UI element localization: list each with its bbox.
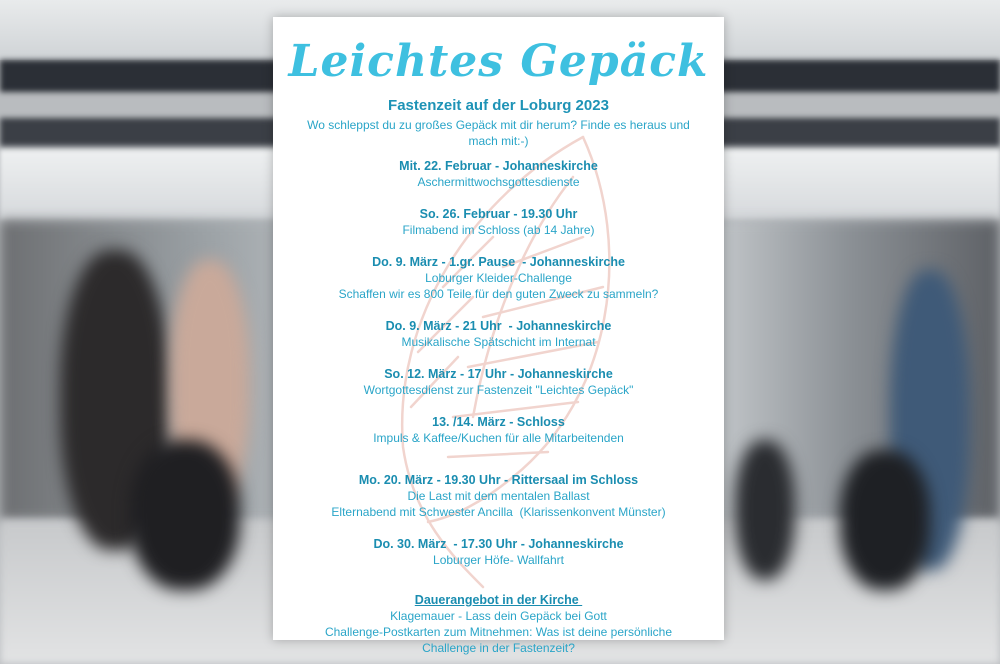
flyer-intro: Wo schleppst du zu großes Gepäck mit dir herum? Finde es heraus und mach mit:-) [307,118,690,148]
event-description: Musikalische Spätschicht im Internat [401,335,596,349]
event-flyer [273,17,724,655]
event-item [273,206,724,238]
permanent-offer-line: Klagemauer - Lass dein Gepäck bei Gott [390,609,607,623]
event-item [273,414,724,446]
event-description: Loburger Kleider-Challenge [425,271,572,285]
event-description: Impuls & Kaffee/Kuchen für alle Mitarbeitenden [373,431,624,445]
event-item [273,366,724,398]
event-description: Schaffen wir es 800 Teile für den guten Zweck zu sammeln? [338,287,659,301]
event-item [273,318,724,350]
event-heading: Do. 30. März - 17.30 Uhr - Johanneskirche [373,537,624,551]
event-heading: Mo. 20. März - 19.30 Uhr - Rittersaal im Schloss [358,473,639,487]
event-item [273,254,724,302]
event-description: Aschermittwochsgottesdienste [417,175,580,189]
event-heading: Do. 9. März - 1.gr. Pause - Johanneskirche [372,255,625,269]
permanent-offer-line: Challenge-Postkarten zum Mitnehmen: Was ist deine persönliche Challenge in der Fastenzeit? [324,625,673,655]
permanent-offer-heading: Dauerangebot in der Kirche [414,593,583,607]
event-item [273,158,724,190]
event-item [273,536,724,568]
event-description: Elternabend mit Schwester Ancilla (Klarissenkonvent Münster) [331,505,666,519]
event-description: Die Last mit dem mentalen Ballast [407,489,590,503]
suitcase-left [130,440,240,590]
event-heading: So. 26. Februar - 19.30 Uhr [419,207,578,221]
event-item [273,472,724,520]
event-heading: Do. 9. März - 21 Uhr - Johanneskirche [385,319,612,333]
event-heading: 13. /14. März - Schloss [432,415,565,429]
permanent-offer [273,592,724,656]
flyer-title: Leichtes Gepäck [288,36,709,87]
event-description: Loburger Höfe- Wallfahrt [433,553,564,567]
event-heading: Mit. 22. Februar - Johanneskirche [399,159,598,173]
suitcase-right [840,450,930,590]
flyer-subtitle: Fastenzeit auf der Loburg 2023 [388,97,609,114]
event-description: Filmabend im Schloss (ab 14 Jahre) [402,223,595,237]
event-heading: So. 12. März - 17 Uhr - Johanneskirche [384,367,613,381]
event-description: Wortgottesdienst zur Fastenzeit "Leichtes Gepäck" [363,383,634,397]
suitcase-middle [735,440,795,580]
